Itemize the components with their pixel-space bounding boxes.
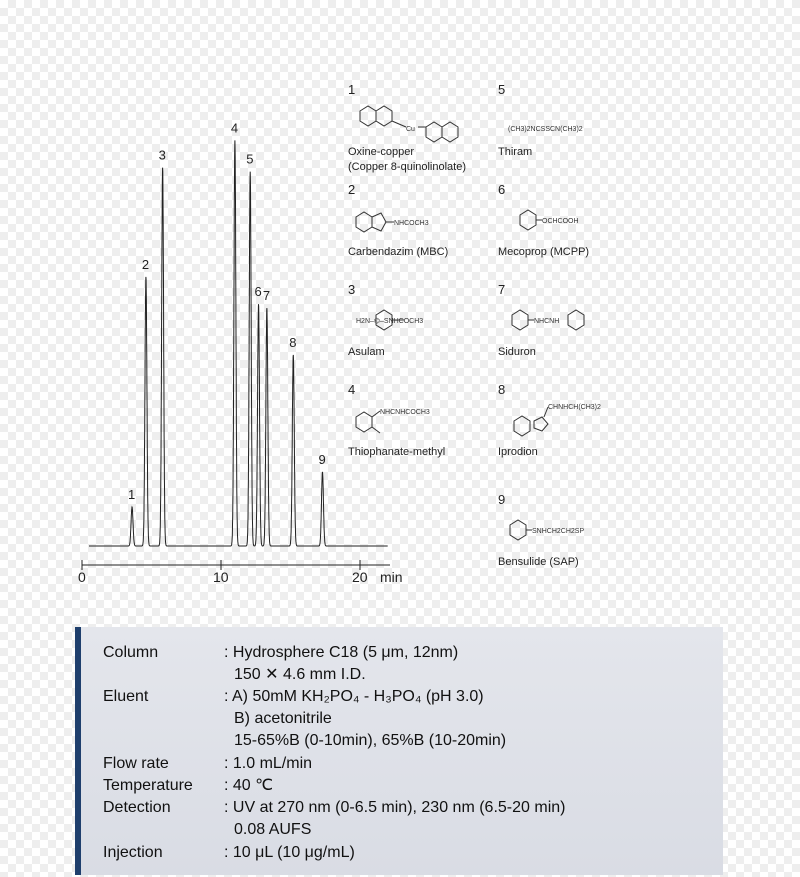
conditions-panel: [75, 627, 723, 875]
detection-value: : UV at 270 nm (0-6.5 min), 230 nm (6.5-20 min): [224, 799, 566, 816]
compound-number: 8: [498, 382, 506, 397]
injection-label: Injection: [103, 844, 163, 861]
flow-value: : 1.0 mL/min: [224, 755, 313, 772]
asulam-structure-icon: [348, 297, 498, 345]
eluent-value: : A) 50mM KH₂PO₄ - H₃PO₄ (pH 3.0): [224, 688, 484, 705]
bensulide-structure-icon: [498, 507, 648, 555]
compound-number: 3: [348, 282, 356, 297]
compound-8: [498, 382, 648, 460]
peak-label-4: 4: [230, 120, 239, 136]
chromatogram-trace: [89, 140, 388, 546]
compound-name-alt: (Copper 8-quinolinolate): [348, 161, 467, 173]
thiophanate-methyl-structure-icon: [348, 397, 498, 445]
formula: (CH3)2NCSSCN(CH3)2: [508, 126, 583, 133]
peak-label-7: 7: [262, 288, 271, 304]
column-label: Column: [103, 644, 159, 661]
compound-number: 9: [498, 492, 506, 507]
compound-name: Thiophanate-methyl: [348, 446, 446, 458]
thiram-structure-icon: [498, 97, 648, 145]
formula: NHCNH: [534, 318, 560, 325]
column-dimensions: 150 ✕ 4.6 mm I.D.: [234, 666, 366, 683]
formula: H2N–⌬–SNHCOCH3: [356, 318, 424, 325]
column-value: : Hydrosphere C18 (5 μm, 12nm): [224, 644, 459, 661]
compound-name: Siduron: [498, 346, 536, 358]
x-tick-label-0: 0: [78, 569, 86, 585]
compound-number: 6: [498, 182, 506, 197]
eluent-label: Eluent: [103, 688, 149, 705]
compound-7: [498, 282, 648, 360]
compound-number: 5: [498, 82, 506, 97]
compound-3: [348, 282, 498, 360]
x-tick-label-10: 10: [213, 569, 229, 585]
mecoprop-structure-icon: [498, 197, 648, 245]
formula: SNHCH2CH2SP: [532, 528, 585, 535]
compound-4: [348, 382, 498, 460]
peak-label-9: 9: [318, 451, 326, 467]
compound-name: Iprodion: [498, 446, 538, 458]
compound-name: Bensulide (SAP): [498, 556, 579, 568]
siduron-structure-icon: [498, 297, 648, 345]
compound-number: 2: [348, 182, 356, 197]
compound-2: [348, 182, 498, 260]
peak-label-8: 8: [289, 334, 297, 350]
x-axis-unit: min: [380, 569, 403, 585]
peak-label-6: 6: [254, 284, 262, 300]
compound-5: [498, 82, 648, 160]
eluent-b: B) acetonitrile: [234, 710, 332, 727]
compound-name: Oxine-copper: [348, 146, 415, 158]
injection-value: : 10 μL (10 μg/mL): [224, 844, 355, 861]
detection-label: Detection: [103, 799, 171, 816]
peak-label-3: 3: [158, 147, 166, 163]
flow-label: Flow rate: [103, 755, 169, 772]
compound-name: Thiram: [498, 146, 533, 158]
temperature-label: Temperature: [103, 777, 193, 794]
x-tick-label-20: 20: [352, 569, 368, 585]
compound-9: [498, 492, 648, 570]
iprodion-structure-icon: [498, 397, 648, 445]
formula: CHNHCH(CH3)2: [548, 404, 601, 411]
formula: NHCOCH3: [394, 220, 429, 227]
compound-6: [498, 182, 648, 260]
peak-label-1: 1: [128, 487, 136, 502]
peak-label-5: 5: [246, 151, 254, 167]
formula: OCHCOOH: [542, 218, 579, 225]
compound-1: [348, 82, 498, 175]
peak-label-2: 2: [141, 256, 150, 272]
temperature-value: : 40 ℃: [224, 777, 274, 794]
formula: NHCNHCOCH3: [380, 409, 430, 416]
carbendazim-structure-icon: [348, 197, 498, 245]
metal-symbol: Cu: [406, 126, 415, 133]
compound-number: 4: [348, 382, 356, 397]
compound-name: Asulam: [348, 346, 385, 358]
compound-name: Carbendazim (MBC): [348, 246, 449, 258]
compound-name: Mecoprop (MCPP): [498, 246, 590, 258]
detection-aufs: 0.08 AUFS: [234, 821, 312, 838]
compound-number: 1: [348, 82, 356, 97]
chromatogram-line: [89, 140, 388, 546]
eluent-gradient: 15-65%B (0-10min), 65%B (10-20min): [234, 732, 507, 749]
oxine-copper-structure-icon: [348, 97, 498, 145]
compound-number: 7: [498, 282, 506, 297]
